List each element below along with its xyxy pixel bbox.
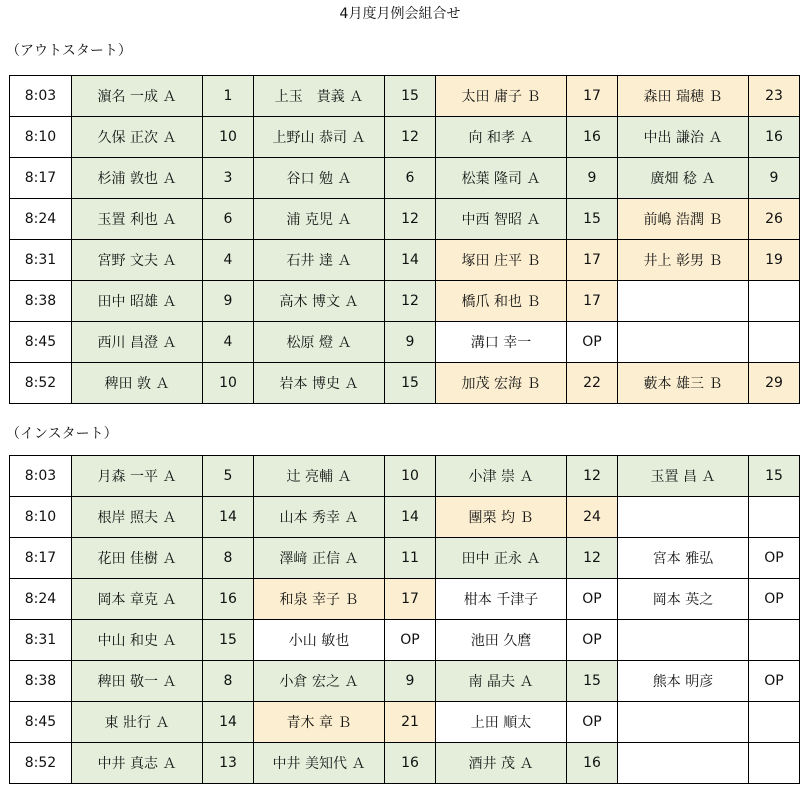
handicap-cell: 14 [385,497,436,538]
tee-time-row [10,158,800,199]
player-name-cell: 松原 燈 Ａ [254,322,385,363]
tee-time-cell: 8:38 [10,661,72,702]
empty-slot [749,281,800,322]
empty-slot [618,497,749,538]
handicap-cell: OP [567,702,618,743]
player-name-cell: 宮本 雅弘 [618,538,749,579]
tee-time-row [10,579,800,620]
empty-slot [618,702,749,743]
tee-time-cell: 8:45 [10,322,72,363]
handicap-cell: 14 [203,497,254,538]
handicap-cell: 9 [567,158,618,199]
player-name-cell: 中西 智昭 Ａ [436,199,567,240]
player-name-cell: 團栗 均 Ｂ [436,497,567,538]
section-label-in: （インスタート） [6,426,118,442]
handicap-cell: 4 [203,240,254,281]
tee-time-cell: 8:31 [10,620,72,661]
handicap-cell: 26 [749,199,800,240]
handicap-cell: 15 [385,363,436,404]
tee-time-row [10,363,800,404]
handicap-cell: 14 [203,702,254,743]
player-name-cell: 谷口 勉 Ａ [254,158,385,199]
player-name-cell: 小倉 宏之 Ａ [254,661,385,702]
player-name-cell: 月森 一平 Ａ [72,456,203,497]
player-name-cell: 熊本 明彦 [618,661,749,702]
empty-slot [618,322,749,363]
player-name-cell: 前嶋 浩潤 Ｂ [618,199,749,240]
handicap-cell: OP [385,620,436,661]
player-name-cell: 小山 敏也 [254,620,385,661]
handicap-cell: 16 [567,743,618,784]
empty-slot [618,620,749,661]
handicap-cell: 15 [203,620,254,661]
schedule-table-in [9,455,800,784]
handicap-cell: 22 [567,363,618,404]
player-name-cell: 小津 崇 Ａ [436,456,567,497]
tee-time-cell: 8:10 [10,497,72,538]
handicap-cell: 15 [749,456,800,497]
player-name-cell: 久保 正次 Ａ [72,117,203,158]
player-name-cell: 中井 真志 Ａ [72,743,203,784]
player-name-cell: 森田 瑞穂 Ｂ [618,76,749,117]
player-name-cell: 西川 昌澄 Ａ [72,322,203,363]
handicap-cell: 21 [385,702,436,743]
player-name-cell: 澤﨑 正信 Ａ [254,538,385,579]
tee-time-cell: 8:03 [10,76,72,117]
handicap-cell: 16 [385,743,436,784]
tee-time-row [10,538,800,579]
handicap-cell: 12 [385,281,436,322]
tee-time-row [10,456,800,497]
player-name-cell: 太田 庸子 Ｂ [436,76,567,117]
player-name-cell: 花田 佳樹 Ａ [72,538,203,579]
handicap-cell: 17 [385,579,436,620]
handicap-cell: 12 [385,117,436,158]
handicap-cell: OP [749,661,800,702]
handicap-cell: 16 [203,579,254,620]
handicap-cell: 6 [203,199,254,240]
tee-time-cell: 8:31 [10,240,72,281]
handicap-cell: 23 [749,76,800,117]
player-name-cell: 浦 克児 Ａ [254,199,385,240]
player-name-cell: 和泉 幸子 Ｂ [254,579,385,620]
handicap-cell: 16 [567,117,618,158]
section-label-out: （アウトスタート） [6,43,132,59]
player-name-cell: 岡本 英之 [618,579,749,620]
tee-time-row [10,620,800,661]
player-name-cell: 岩本 博史 Ａ [254,363,385,404]
player-name-cell: 柑本 千津子 [436,579,567,620]
player-name-cell: 上野山 恭司 Ａ [254,117,385,158]
player-name-cell: 玉置 昌 Ａ [618,456,749,497]
player-name-cell: 玉置 利也 Ａ [72,199,203,240]
handicap-cell: 9 [385,661,436,702]
player-name-cell: 酒井 茂 Ａ [436,743,567,784]
handicap-cell: 17 [567,76,618,117]
player-name-cell: 田中 昭雄 Ａ [72,281,203,322]
handicap-cell: 4 [203,322,254,363]
handicap-cell: 14 [385,240,436,281]
page-title: 4月度月例会組合せ [339,6,461,22]
tee-time-cell: 8:45 [10,702,72,743]
tee-time-cell: 8:17 [10,538,72,579]
empty-slot [749,743,800,784]
player-name-cell: 松葉 隆司 Ａ [436,158,567,199]
player-name-cell: 池田 久麿 [436,620,567,661]
schedule-body-in [10,456,800,784]
tee-time-cell: 8:52 [10,743,72,784]
handicap-cell: 17 [567,240,618,281]
handicap-cell: 10 [203,363,254,404]
tee-time-row [10,497,800,538]
player-name-cell: 上玉 貴義 Ａ [254,76,385,117]
player-name-cell: 中井 美知代 Ａ [254,743,385,784]
player-name-cell: 宮野 文夫 Ａ [72,240,203,281]
tee-time-row [10,743,800,784]
player-name-cell: 溝口 幸一 [436,322,567,363]
handicap-cell: 12 [567,538,618,579]
handicap-cell: 15 [385,76,436,117]
tee-time-cell: 8:10 [10,117,72,158]
player-name-cell: 稗田 敦 Ａ [72,363,203,404]
player-name-cell: 向 和孝 Ａ [436,117,567,158]
player-name-cell: 山本 秀幸 Ａ [254,497,385,538]
handicap-cell: 11 [385,538,436,579]
handicap-cell: 24 [567,497,618,538]
player-name-cell: 上田 順太 [436,702,567,743]
handicap-cell: 5 [203,456,254,497]
empty-slot [749,620,800,661]
handicap-cell: OP [567,620,618,661]
handicap-cell: 6 [385,158,436,199]
empty-slot [618,281,749,322]
player-name-cell: 加茂 宏海 Ｂ [436,363,567,404]
tee-time-row [10,281,800,322]
tee-time-row [10,661,800,702]
tee-time-cell: 8:38 [10,281,72,322]
player-name-cell: 青木 章 Ｂ [254,702,385,743]
tee-time-cell: 8:03 [10,456,72,497]
tee-time-cell: 8:24 [10,199,72,240]
player-name-cell: 高木 博文 Ａ [254,281,385,322]
handicap-cell: 9 [749,158,800,199]
player-name-cell: 杉浦 敦也 Ａ [72,158,203,199]
handicap-cell: 17 [567,281,618,322]
player-name-cell: 井上 彰男 Ｂ [618,240,749,281]
schedule-body-out [10,76,800,404]
handicap-cell: 9 [385,322,436,363]
empty-slot [749,702,800,743]
tee-time-row [10,117,800,158]
empty-slot [749,322,800,363]
empty-slot [749,497,800,538]
player-name-cell: 橋爪 和也 Ｂ [436,281,567,322]
player-name-cell: 岡本 章克 Ａ [72,579,203,620]
handicap-cell: 8 [203,538,254,579]
tee-time-row [10,76,800,117]
handicap-cell: 10 [385,456,436,497]
handicap-cell: 12 [567,456,618,497]
tee-time-row [10,199,800,240]
handicap-cell: OP [567,322,618,363]
player-name-cell: 中山 和史 Ａ [72,620,203,661]
tee-time-cell: 8:24 [10,579,72,620]
handicap-cell: 13 [203,743,254,784]
player-name-cell: 廣畑 稔 Ａ [618,158,749,199]
player-name-cell: 中出 謙治 Ａ [618,117,749,158]
player-name-cell: 藪本 雄三 Ｂ [618,363,749,404]
schedule-table-out [9,75,800,404]
tee-time-cell: 8:52 [10,363,72,404]
handicap-cell: OP [749,538,800,579]
empty-slot [618,743,749,784]
tee-time-cell: 8:17 [10,158,72,199]
player-name-cell: 根岸 照夫 Ａ [72,497,203,538]
tee-time-row [10,322,800,363]
handicap-cell: OP [749,579,800,620]
player-name-cell: 南 晶夫 Ａ [436,661,567,702]
handicap-cell: OP [567,579,618,620]
handicap-cell: 16 [749,117,800,158]
player-name-cell: 稗田 敬一 Ａ [72,661,203,702]
player-name-cell: 石井 達 Ａ [254,240,385,281]
handicap-cell: 3 [203,158,254,199]
handicap-cell: 1 [203,76,254,117]
handicap-cell: 8 [203,661,254,702]
player-name-cell: 田中 正永 Ａ [436,538,567,579]
handicap-cell: 15 [567,661,618,702]
player-name-cell: 濵名 一成 Ａ [72,76,203,117]
handicap-cell: 29 [749,363,800,404]
player-name-cell: 辻 亮輔 Ａ [254,456,385,497]
player-name-cell: 塚田 庄平 Ｂ [436,240,567,281]
handicap-cell: 12 [385,199,436,240]
handicap-cell: 15 [567,199,618,240]
tee-time-row [10,702,800,743]
handicap-cell: 9 [203,281,254,322]
tee-time-row [10,240,800,281]
handicap-cell: 10 [203,117,254,158]
handicap-cell: 19 [749,240,800,281]
player-name-cell: 東 壯行 Ａ [72,702,203,743]
